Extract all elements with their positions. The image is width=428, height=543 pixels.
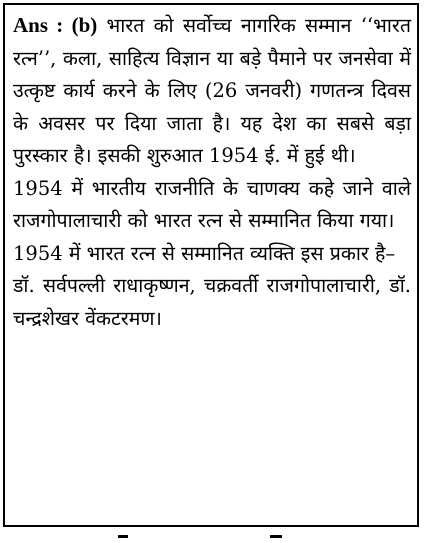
fragment-mark — [270, 535, 282, 538]
answer-label: Ans : (b) — [13, 13, 98, 37]
answer-paragraph-3: 1954 में भारत रत्न से सम्मानित व्यक्ति इस प्रकार है– — [13, 241, 396, 265]
fragment-mark — [118, 535, 128, 538]
answer-paragraph-4: डॉ. सर्वपल्ली राधाकृष्णन, चक्रवर्ती राजगोपालाचारी, डॉ. चन्द्रशेखर वेंकटरमण। — [13, 274, 411, 330]
answer-paragraph-2: 1954 में भारतीय राजनीति के चाणक्य कहे जाने वाले राजगोपालाचारी को भारत रत्न से सम्मानित किया गया। — [13, 176, 411, 232]
answer-paragraph-1 — [13, 9, 411, 173]
answer-text-1: भारत को सर्वोच्च नागरिक सम्मान ‘‘भारत रत्न’’, कला, साहित्य विज्ञान या बड़े पैमाने पर जनसेवा में उत्कृष्ट कार्य करने के लिए (26 जनवरी) गणतन्त्र दिवस के अवसर पर दिया जाता है। यह देश का सबसे बड़ा पुरस्कार है। इसकी शुरुआत 1954 ई. में हुई थी। — [13, 14, 411, 167]
answer-box — [3, 3, 419, 527]
next-line-fragment — [0, 533, 428, 543]
